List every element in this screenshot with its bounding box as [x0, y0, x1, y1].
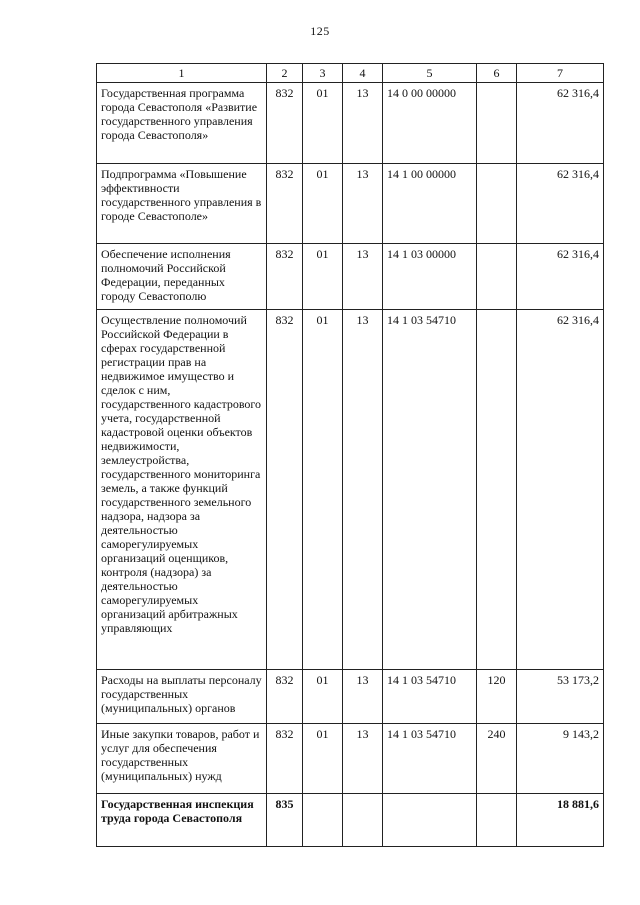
table-row [97, 310, 604, 670]
row-section: 01 [303, 244, 343, 310]
row-amount: 62 316,4 [517, 244, 604, 310]
row-amount: 62 316,4 [517, 310, 604, 670]
column-header: 7 [517, 64, 604, 83]
row-expense-type [477, 794, 517, 847]
row-name: Подпрограмма «Повышение эффективности государственного управления в городе Севастополе» [97, 164, 267, 244]
table-row [97, 670, 604, 724]
column-header: 1 [97, 64, 267, 83]
budget-table [96, 63, 604, 847]
column-header: 6 [477, 64, 517, 83]
column-header: 3 [303, 64, 343, 83]
row-target: 14 1 00 00000 [383, 164, 477, 244]
row-ministry: 832 [267, 310, 303, 670]
row-section [303, 794, 343, 847]
row-section: 01 [303, 164, 343, 244]
row-ministry: 832 [267, 83, 303, 164]
row-subsection: 13 [343, 310, 383, 670]
row-section: 01 [303, 310, 343, 670]
row-subsection: 13 [343, 244, 383, 310]
row-name: Иные закупки товаров, работ и услуг для обеспечения государственных (муниципальных) нужд [97, 724, 267, 794]
table-row [97, 794, 604, 847]
row-expense-type [477, 164, 517, 244]
row-name: Осуществление полномочий Российской Федерации в сферах государственной регистрации прав на недвижимое имущество и сделок с ним, государственного кадастрового учета, государственной кадастровой оценки объектов недвижимости, землеустройства, государственного мониторинга земель, а также функций государственного земельного надзора, надзора за деятельностью саморегулируемых организаций оценщиков, контроля (надзора) за деятельностью саморегулируемых организаций арбитражных управляющих [97, 310, 267, 670]
row-expense-type [477, 310, 517, 670]
row-ministry: 832 [267, 244, 303, 310]
table-row [97, 164, 604, 244]
table-row [97, 244, 604, 310]
row-name: Расходы на выплаты персоналу государственных (муниципальных) органов [97, 670, 267, 724]
row-target: 14 1 03 54710 [383, 670, 477, 724]
row-subsection: 13 [343, 164, 383, 244]
table-row [97, 83, 604, 164]
row-amount: 62 316,4 [517, 83, 604, 164]
row-ministry: 832 [267, 164, 303, 244]
row-name: Государственная инспекция труда города Севастополя [97, 794, 267, 847]
row-amount: 9 143,2 [517, 724, 604, 794]
row-expense-type [477, 83, 517, 164]
column-header: 4 [343, 64, 383, 83]
table-header-row [97, 64, 604, 83]
row-expense-type: 240 [477, 724, 517, 794]
row-expense-type: 120 [477, 670, 517, 724]
column-header: 2 [267, 64, 303, 83]
row-subsection: 13 [343, 83, 383, 164]
row-name: Государственная программа города Севастополя «Развитие государственного управления города Севастополя» [97, 83, 267, 164]
row-section: 01 [303, 670, 343, 724]
row-amount: 53 173,2 [517, 670, 604, 724]
row-amount: 62 316,4 [517, 164, 604, 244]
row-ministry: 835 [267, 794, 303, 847]
row-expense-type [477, 244, 517, 310]
row-subsection: 13 [343, 724, 383, 794]
row-target: 14 1 03 54710 [383, 310, 477, 670]
row-amount: 18 881,6 [517, 794, 604, 847]
page-number: 125 [310, 24, 330, 38]
row-name: Обеспечение исполнения полномочий Российской Федерации, переданных городу Севастополю [97, 244, 267, 310]
row-target: 14 0 00 00000 [383, 83, 477, 164]
row-target [383, 794, 477, 847]
row-target: 14 1 03 00000 [383, 244, 477, 310]
row-target: 14 1 03 54710 [383, 724, 477, 794]
column-header: 5 [383, 64, 477, 83]
row-subsection [343, 794, 383, 847]
row-ministry: 832 [267, 724, 303, 794]
table-row [97, 724, 604, 794]
row-section: 01 [303, 83, 343, 164]
row-subsection: 13 [343, 670, 383, 724]
row-section: 01 [303, 724, 343, 794]
row-ministry: 832 [267, 670, 303, 724]
